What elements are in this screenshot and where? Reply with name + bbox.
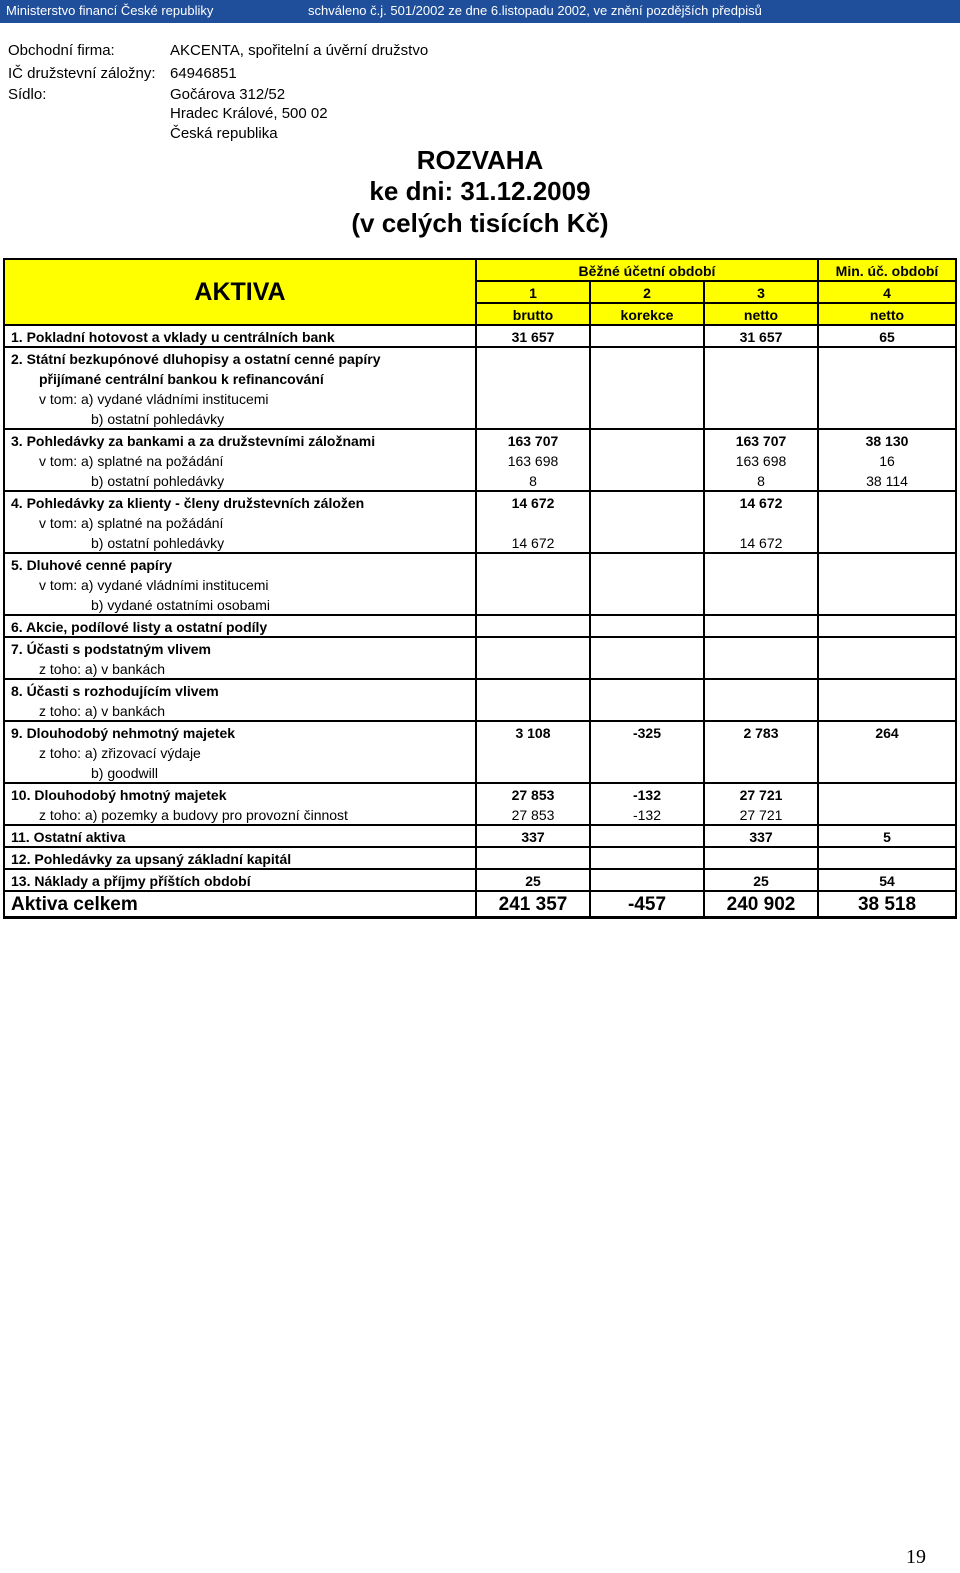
cell-netto bbox=[704, 762, 818, 783]
cell-brutto: 14 672 bbox=[476, 532, 590, 553]
table-row bbox=[4, 721, 956, 742]
table-row bbox=[4, 615, 956, 637]
table-row bbox=[4, 429, 956, 450]
cell-prior bbox=[818, 847, 956, 869]
cell-netto bbox=[704, 615, 818, 637]
cell-prior: 65 bbox=[818, 325, 956, 347]
row-label: 1. Pokladní hotovost a vklady u centrálních bank bbox=[4, 325, 476, 347]
cell-korekce bbox=[590, 615, 704, 637]
cell-prior: 38 114 bbox=[818, 470, 956, 491]
row-label: 7. Účasti s podstatným vlivem bbox=[4, 637, 476, 658]
table-row bbox=[4, 847, 956, 869]
cell-netto: 14 672 bbox=[704, 532, 818, 553]
col3-number: 3 bbox=[704, 281, 818, 303]
table-row bbox=[4, 762, 956, 783]
cell-brutto bbox=[476, 347, 590, 368]
cell-brutto: 163 707 bbox=[476, 429, 590, 450]
cell-korekce bbox=[590, 869, 704, 891]
cell-brutto: 27 853 bbox=[476, 783, 590, 804]
cell-prior bbox=[818, 512, 956, 532]
cell-prior: 264 bbox=[818, 721, 956, 742]
cell-brutto bbox=[476, 700, 590, 721]
table-row bbox=[4, 512, 956, 532]
table-row bbox=[4, 388, 956, 408]
row-label: b) goodwill bbox=[4, 762, 476, 783]
row-label: 3. Pohledávky za bankami a za družstevními záložnami bbox=[4, 429, 476, 450]
row-label: b) vydané ostatními osobami bbox=[4, 594, 476, 615]
cell-netto bbox=[704, 388, 818, 408]
cell-netto bbox=[704, 368, 818, 388]
prior-period-heading: Min. úč. období bbox=[818, 259, 956, 281]
table-row bbox=[4, 574, 956, 594]
cell-brutto bbox=[476, 388, 590, 408]
table-row bbox=[4, 470, 956, 491]
cell-prior bbox=[818, 532, 956, 553]
cell-prior bbox=[818, 594, 956, 615]
table-row bbox=[4, 368, 956, 388]
cell-brutto bbox=[476, 553, 590, 574]
row-label: přijímané centrální bankou k refinancování bbox=[4, 368, 476, 388]
table-row bbox=[4, 450, 956, 470]
table-row bbox=[4, 783, 956, 804]
cell-brutto: 3 108 bbox=[476, 721, 590, 742]
cell-korekce bbox=[590, 658, 704, 679]
cell-netto bbox=[704, 658, 818, 679]
cell-netto bbox=[704, 700, 818, 721]
cell-prior: 54 bbox=[818, 869, 956, 891]
cell-korekce bbox=[590, 512, 704, 532]
cell-brutto bbox=[476, 574, 590, 594]
cell-prior: 16 bbox=[818, 450, 956, 470]
firm-value: AKCENTA, spořitelní a úvěrní družstvo bbox=[170, 42, 429, 59]
cell-korekce bbox=[590, 429, 704, 450]
row-label: 11. Ostatní aktiva bbox=[4, 825, 476, 847]
cell-prior bbox=[818, 615, 956, 637]
header-ministry: Ministerstvo financí České republiky bbox=[6, 3, 214, 18]
table-row bbox=[4, 491, 956, 512]
table-row bbox=[4, 532, 956, 553]
cell-korekce bbox=[590, 594, 704, 615]
table-row bbox=[4, 553, 956, 574]
cell-netto bbox=[704, 512, 818, 532]
cell-netto: 163 707 bbox=[704, 429, 818, 450]
cell-korekce bbox=[590, 574, 704, 594]
cell-brutto bbox=[476, 512, 590, 532]
cell-brutto bbox=[476, 637, 590, 658]
cell-korekce bbox=[590, 388, 704, 408]
col4-label: netto bbox=[818, 303, 956, 325]
total-row bbox=[4, 891, 956, 918]
col1-label: brutto bbox=[476, 303, 590, 325]
table-row bbox=[4, 742, 956, 762]
cell-netto: 337 bbox=[704, 825, 818, 847]
table-row bbox=[4, 700, 956, 721]
seat-label: Sídlo: bbox=[8, 86, 47, 103]
cell-netto: 163 698 bbox=[704, 450, 818, 470]
row-label: 4. Pohledávky za klienty - členy družstevních záložen bbox=[4, 491, 476, 512]
cell-brutto bbox=[476, 368, 590, 388]
total-netto: 240 902 bbox=[704, 891, 818, 918]
total-brutto: 241 357 bbox=[476, 891, 590, 918]
cell-netto: 2 783 bbox=[704, 721, 818, 742]
cell-korekce: -132 bbox=[590, 804, 704, 825]
cell-prior bbox=[818, 742, 956, 762]
cell-korekce bbox=[590, 408, 704, 429]
table-row bbox=[4, 408, 956, 429]
cell-brutto bbox=[476, 742, 590, 762]
col2-number: 2 bbox=[590, 281, 704, 303]
cell-prior bbox=[818, 574, 956, 594]
table-row bbox=[4, 869, 956, 891]
cell-prior bbox=[818, 804, 956, 825]
row-label: v tom: a) vydané vládními institucemi bbox=[4, 574, 476, 594]
firm-label: Obchodní firma: bbox=[8, 42, 115, 59]
cell-brutto: 27 853 bbox=[476, 804, 590, 825]
cell-netto bbox=[704, 637, 818, 658]
table-row bbox=[4, 637, 956, 658]
cell-korekce bbox=[590, 470, 704, 491]
address-line2: Hradec Králové, 500 02 bbox=[170, 105, 328, 122]
aktiva-heading: AKTIVA bbox=[4, 259, 476, 325]
cell-netto: 14 672 bbox=[704, 491, 818, 512]
cell-prior bbox=[818, 553, 956, 574]
cell-prior bbox=[818, 637, 956, 658]
cell-prior bbox=[818, 762, 956, 783]
row-label: v tom: a) splatné na požádání bbox=[4, 450, 476, 470]
cell-korekce bbox=[590, 347, 704, 368]
row-label: z toho: a) v bankách bbox=[4, 700, 476, 721]
cell-netto bbox=[704, 594, 818, 615]
cell-netto bbox=[704, 847, 818, 869]
table-row bbox=[4, 347, 956, 368]
cell-prior bbox=[818, 347, 956, 368]
cell-netto: 27 721 bbox=[704, 783, 818, 804]
table-row bbox=[4, 825, 956, 847]
address-line3: Česká republika bbox=[170, 125, 278, 142]
cell-korekce bbox=[590, 825, 704, 847]
cell-netto bbox=[704, 553, 818, 574]
col2-label: korekce bbox=[590, 303, 704, 325]
row-label: 8. Účasti s rozhodujícím vlivem bbox=[4, 679, 476, 700]
cell-korekce bbox=[590, 700, 704, 721]
table-row bbox=[4, 804, 956, 825]
row-label: v tom: a) vydané vládními institucemi bbox=[4, 388, 476, 408]
cell-korekce bbox=[590, 450, 704, 470]
cell-brutto bbox=[476, 658, 590, 679]
cell-netto bbox=[704, 742, 818, 762]
cell-prior bbox=[818, 408, 956, 429]
row-label: v tom: a) splatné na požádání bbox=[4, 512, 476, 532]
table-row bbox=[4, 594, 956, 615]
cell-korekce bbox=[590, 325, 704, 347]
cell-prior bbox=[818, 700, 956, 721]
cell-brutto bbox=[476, 615, 590, 637]
row-label: 12. Pohledávky za upsaný základní kapitál bbox=[4, 847, 476, 869]
col1-number: 1 bbox=[476, 281, 590, 303]
cell-netto: 8 bbox=[704, 470, 818, 491]
cell-prior bbox=[818, 679, 956, 700]
cell-brutto bbox=[476, 408, 590, 429]
col4-number: 4 bbox=[818, 281, 956, 303]
cell-netto: 27 721 bbox=[704, 804, 818, 825]
header-row-periods bbox=[4, 259, 956, 281]
row-label: 10. Dlouhodobý hmotný majetek bbox=[4, 783, 476, 804]
cell-korekce bbox=[590, 762, 704, 783]
row-label: 2. Státní bezkupónové dluhopisy a ostatní cenné papíry bbox=[4, 347, 476, 368]
cell-prior bbox=[818, 491, 956, 512]
current-period-heading: Běžné účetní období bbox=[476, 259, 818, 281]
total-prior: 38 518 bbox=[818, 891, 956, 918]
document-date: ke dni: 31.12.2009 bbox=[369, 176, 591, 206]
cell-netto: 31 657 bbox=[704, 325, 818, 347]
cell-prior bbox=[818, 658, 956, 679]
cell-netto: 25 bbox=[704, 869, 818, 891]
cell-korekce bbox=[590, 368, 704, 388]
cell-brutto bbox=[476, 594, 590, 615]
table-row bbox=[4, 658, 956, 679]
table-row bbox=[4, 325, 956, 347]
cell-prior bbox=[818, 368, 956, 388]
document-unit: (v celých tisících Kč) bbox=[351, 208, 609, 238]
address-line1: Gočárova 312/52 bbox=[170, 86, 286, 103]
row-label: b) ostatní pohledávky bbox=[4, 408, 476, 429]
total-label: Aktiva celkem bbox=[4, 891, 476, 918]
cell-brutto bbox=[476, 847, 590, 869]
cell-korekce bbox=[590, 532, 704, 553]
row-label: 13. Náklady a příjmy příštích období bbox=[4, 869, 476, 891]
cell-korekce bbox=[590, 491, 704, 512]
cell-korekce bbox=[590, 847, 704, 869]
row-label: z toho: a) zřizovací výdaje bbox=[4, 742, 476, 762]
cell-korekce bbox=[590, 679, 704, 700]
page-number: 19 bbox=[906, 1546, 926, 1568]
row-label: z toho: a) pozemky a budovy pro provozní činnost bbox=[4, 804, 476, 825]
cell-netto bbox=[704, 347, 818, 368]
cell-korekce: -132 bbox=[590, 783, 704, 804]
ic-value: 64946851 bbox=[170, 65, 237, 82]
document-title: ROZVAHA bbox=[416, 145, 544, 175]
table-row bbox=[4, 679, 956, 700]
cell-brutto: 14 672 bbox=[476, 491, 590, 512]
cell-netto bbox=[704, 574, 818, 594]
cell-brutto: 8 bbox=[476, 470, 590, 491]
cell-brutto: 337 bbox=[476, 825, 590, 847]
cell-korekce bbox=[590, 637, 704, 658]
header-approval: schváleno č.j. 501/2002 ze dne 6.listopadu 2002, ve znění pozdějších předpisů bbox=[308, 3, 762, 18]
cell-brutto: 31 657 bbox=[476, 325, 590, 347]
total-korekce: -457 bbox=[590, 891, 704, 918]
col3-label: netto bbox=[704, 303, 818, 325]
cell-prior: 38 130 bbox=[818, 429, 956, 450]
cell-korekce bbox=[590, 553, 704, 574]
row-label: b) ostatní pohledávky bbox=[4, 532, 476, 553]
cell-prior bbox=[818, 783, 956, 804]
cell-korekce: -325 bbox=[590, 721, 704, 742]
row-label: b) ostatní pohledávky bbox=[4, 470, 476, 491]
page-header-bar bbox=[0, 0, 960, 23]
balance-sheet-table bbox=[3, 258, 957, 919]
cell-brutto bbox=[476, 679, 590, 700]
row-label: 6. Akcie, podílové listy a ostatní podíly bbox=[4, 615, 476, 637]
cell-brutto: 163 698 bbox=[476, 450, 590, 470]
cell-netto bbox=[704, 679, 818, 700]
row-label: 5. Dluhové cenné papíry bbox=[4, 553, 476, 574]
row-label: z toho: a) v bankách bbox=[4, 658, 476, 679]
cell-netto bbox=[704, 408, 818, 429]
row-label: 9. Dlouhodobý nehmotný majetek bbox=[4, 721, 476, 742]
cell-brutto bbox=[476, 762, 590, 783]
cell-prior bbox=[818, 388, 956, 408]
cell-prior: 5 bbox=[818, 825, 956, 847]
cell-brutto: 25 bbox=[476, 869, 590, 891]
cell-korekce bbox=[590, 742, 704, 762]
ic-label: IČ družstevní záložny: bbox=[8, 65, 156, 82]
